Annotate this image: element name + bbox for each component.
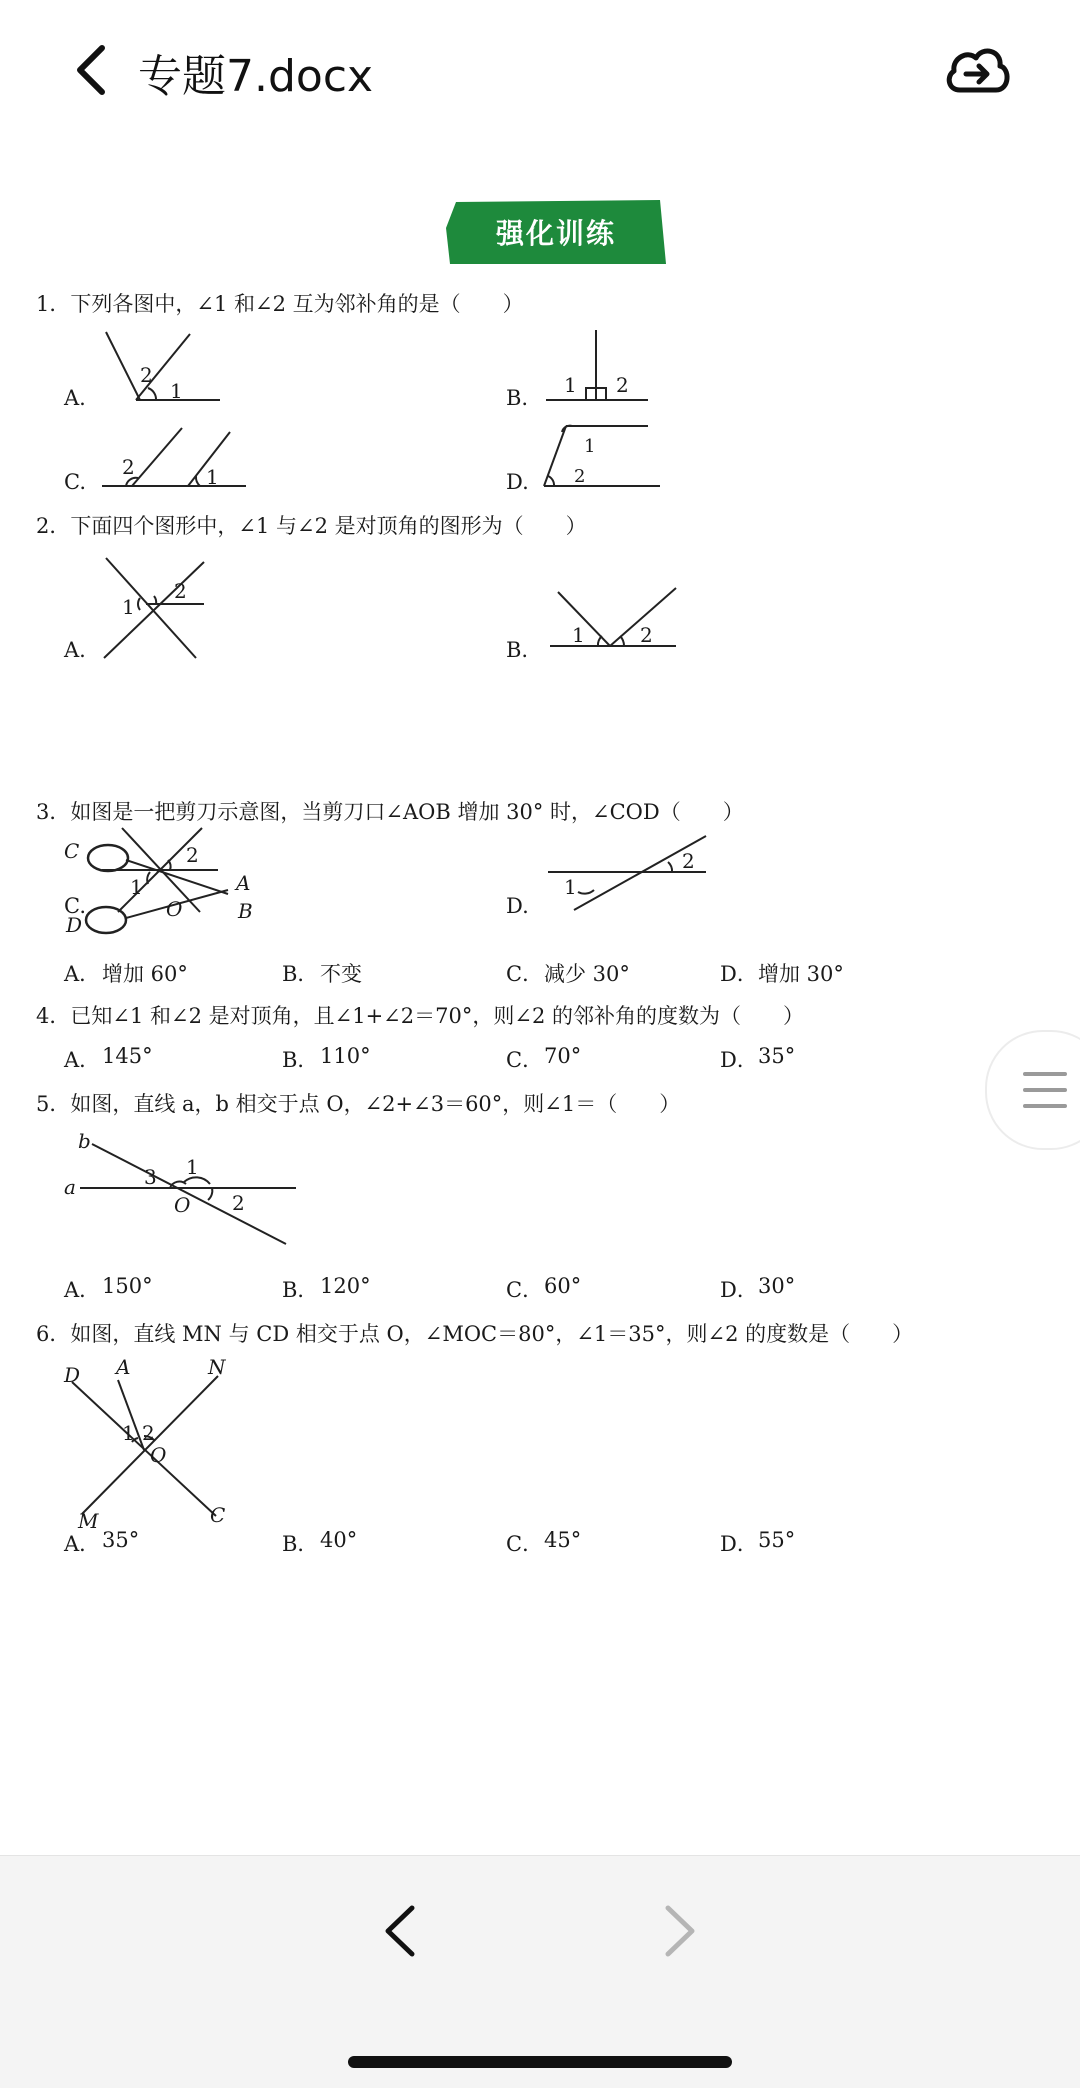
q2-figure-d (544, 828, 710, 912)
section-banner (446, 200, 666, 266)
q4-option-c-text: 70° (544, 1044, 582, 1068)
q3-scissors-figure (60, 838, 260, 942)
q1d-angle-2: 2 (574, 466, 586, 487)
q1b-angle-1: 1 (564, 373, 577, 397)
q4-option-d-label[interactable]: D． (720, 1048, 758, 1072)
q6-label-m: M (78, 1509, 99, 1533)
q1d-angle-1: 1 (584, 436, 596, 457)
q1-figure-c (96, 420, 256, 502)
q3-option-a-text: 增加 60° (102, 962, 188, 986)
q2c-angle-1: 1 (130, 875, 143, 899)
cloud-upload-icon (942, 40, 1012, 102)
q3-option-c-label[interactable]: C． (506, 962, 544, 986)
q3-option-c-text: 减少 30° (544, 962, 630, 986)
q2-option-c[interactable]: C. (64, 894, 86, 918)
home-indicator (348, 2056, 732, 2068)
q2-figure-b (540, 586, 680, 652)
q6-option-a-text: 35° (102, 1528, 140, 1552)
q6-option-d-text: 55° (758, 1528, 796, 1552)
chevron-left-icon (66, 40, 116, 100)
q3-option-b-label[interactable]: B． (282, 962, 319, 986)
q4-option-d-text: 35° (758, 1044, 796, 1068)
q1c-angle-2: 2 (122, 455, 135, 479)
q5-option-a-label[interactable]: A． (64, 1278, 101, 1302)
q6-figure (58, 1355, 248, 1533)
q3-label-a: A (236, 871, 251, 895)
q5-option-d-text: 30° (758, 1274, 796, 1298)
q3-label-b: B (238, 899, 253, 923)
q2-option-b[interactable]: B. (506, 638, 529, 662)
question-2-stem: 2．下面四个图形中，∠1 与∠2 是对顶角的图形为（ ） (36, 514, 587, 538)
question-1-stem: 1．下列各图中，∠1 和∠2 互为邻补角的是（ ） (36, 292, 524, 316)
q5-option-c-text: 60° (544, 1274, 582, 1298)
document-page (0, 140, 1080, 1855)
document-title: 专题7.docx (138, 51, 374, 102)
q1c-angle-1: 1 (206, 465, 219, 489)
q6-option-c-text: 45° (544, 1528, 582, 1552)
q1-figure-a (96, 326, 232, 420)
q6-option-a-label[interactable]: A． (64, 1532, 101, 1556)
q2-option-d[interactable]: D. (506, 894, 529, 918)
q4-option-b-text: 110° (320, 1044, 371, 1068)
previous-page-button[interactable] (376, 1896, 426, 1966)
q5-label-b: b (78, 1129, 91, 1153)
q6-label-d: D (64, 1363, 81, 1387)
q5-label-a: a (64, 1175, 76, 1199)
q1-option-d[interactable]: D. (506, 470, 529, 494)
q3-label-o: O (166, 897, 183, 921)
q6-option-d-label[interactable]: D． (720, 1532, 758, 1556)
q5-figure (60, 1130, 300, 1258)
q6-label-n: N (208, 1355, 226, 1379)
app-header (0, 0, 1080, 140)
q4-option-b-label[interactable]: B． (282, 1048, 319, 1072)
q6-option-c-label[interactable]: C． (506, 1532, 544, 1556)
q1a-angle-2: 2 (140, 363, 153, 387)
q5-angle-3: 3 (144, 1165, 157, 1189)
q5-option-d-label[interactable]: D． (720, 1278, 758, 1302)
q2d-angle-2: 2 (682, 849, 695, 873)
q1-figure-d (536, 420, 672, 502)
q6-label-o: O (150, 1443, 167, 1467)
q3-option-d-label[interactable]: D． (720, 962, 758, 986)
q5-option-b-text: 120° (320, 1274, 371, 1298)
q4-option-a-label[interactable]: A． (64, 1048, 101, 1072)
q2b-angle-1: 1 (572, 623, 585, 647)
banner-title: 强化训练 (495, 217, 616, 250)
next-page-button[interactable] (654, 1896, 704, 1966)
q6-label-a: A (116, 1355, 131, 1379)
q6-angle-1: 1 (122, 1421, 135, 1445)
q6-option-b-text: 40° (320, 1528, 358, 1552)
q5-angle-2: 2 (232, 1191, 245, 1215)
q2a-angle-1: 1 (122, 595, 135, 619)
q5-option-b-label[interactable]: B． (282, 1278, 319, 1302)
q6-label-c: C (210, 1503, 226, 1527)
q5-option-a-text: 150° (102, 1274, 153, 1298)
q1a-angle-1: 1 (170, 379, 183, 403)
chevron-left-icon (376, 1896, 426, 1966)
q1-option-b[interactable]: B. (506, 386, 529, 410)
question-4-stem: 4．已知∠1 和∠2 是对顶角，且∠1+∠2＝70°，则∠2 的邻补角的度数为（ ） (36, 1004, 804, 1028)
q2-option-a[interactable]: A. (64, 638, 86, 662)
question-3-stem: 3．如图是一把剪刀示意图，当剪刀口∠AOB 增加 30° 时，∠COD（ ） (36, 800, 744, 824)
q2b-angle-2: 2 (640, 623, 653, 647)
q5-angle-1: 1 (186, 1155, 199, 1179)
q5-option-c-label[interactable]: C． (506, 1278, 544, 1302)
q1-option-a[interactable]: A. (64, 386, 86, 410)
q3-option-b-text: 不变 (320, 962, 362, 986)
q1-option-c[interactable]: C. (64, 470, 86, 494)
q5-label-o: O (174, 1193, 191, 1217)
q3-label-d: D (66, 913, 83, 937)
q1-figure-b (536, 326, 672, 420)
q4-option-a-text: 145° (102, 1044, 153, 1068)
upload-button[interactable] (942, 40, 1012, 102)
q3-label-c: C (64, 839, 80, 863)
menu-icon (1023, 1068, 1067, 1112)
q6-angle-2: 2 (142, 1421, 155, 1445)
q3-option-d-text: 增加 30° (758, 962, 844, 986)
question-5-stem: 5．如图，直线 a，b 相交于点 O，∠2+∠3＝60°，则∠1＝（ ） (36, 1092, 681, 1116)
bottom-nav (0, 1855, 1080, 2088)
q1b-angle-2: 2 (616, 373, 629, 397)
q3-option-a-label[interactable]: A． (64, 962, 101, 986)
q2c-angle-2: 2 (186, 843, 199, 867)
q2-figure-a (96, 554, 220, 664)
back-button[interactable] (66, 40, 116, 100)
q6-option-b-label[interactable]: B． (282, 1532, 319, 1556)
chevron-right-icon (654, 1896, 704, 1966)
q4-option-c-label[interactable]: C． (506, 1048, 544, 1072)
q2a-angle-2: 2 (174, 579, 187, 603)
q2d-angle-1: 1 (564, 875, 577, 899)
question-6-stem: 6．如图，直线 MN 与 CD 相交于点 O，∠MOC＝80°，∠1＝35°，则∠2 的度数是（ ） (36, 1322, 914, 1346)
